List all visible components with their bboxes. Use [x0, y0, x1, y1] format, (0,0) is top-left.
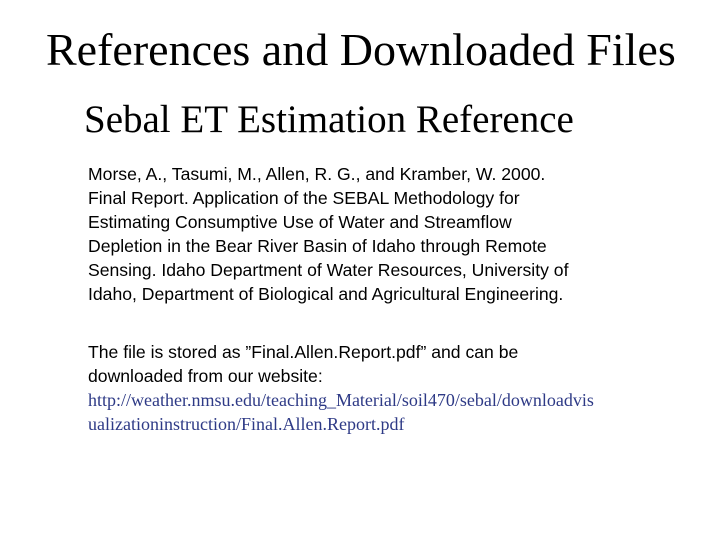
citation-line: Morse, A., Tasumi, M., Allen, R. G., and Kramber, W. 2000.: [88, 164, 546, 184]
citation-line: Sensing. Idaho Department of Water Resources, University of: [88, 260, 569, 280]
citation-line: Final Report. Application of the SEBAL Methodology for: [88, 188, 520, 208]
download-url-line[interactable]: ualizationinstruction/Final.Allen.Report.pdf: [88, 414, 405, 434]
reference-heading: Sebal ET Estimation Reference: [84, 98, 574, 141]
download-url-line[interactable]: http://weather.nmsu.edu/teaching_Material/soil470/sebal/downloadvis: [88, 390, 594, 410]
file-note-line: downloaded from our website:: [88, 366, 323, 386]
file-note-line: The file is stored as ”Final.Allen.Report.pdf” and can be: [88, 342, 519, 362]
slide-title: References and Downloaded Files: [46, 24, 676, 75]
citation-line: Estimating Consumptive Use of Water and Streamflow: [88, 212, 512, 232]
citation-line: Depletion in the Bear River Basin of Idaho through Remote: [88, 236, 547, 256]
citation-line: Idaho, Department of Biological and Agricultural Engineering.: [88, 284, 564, 304]
